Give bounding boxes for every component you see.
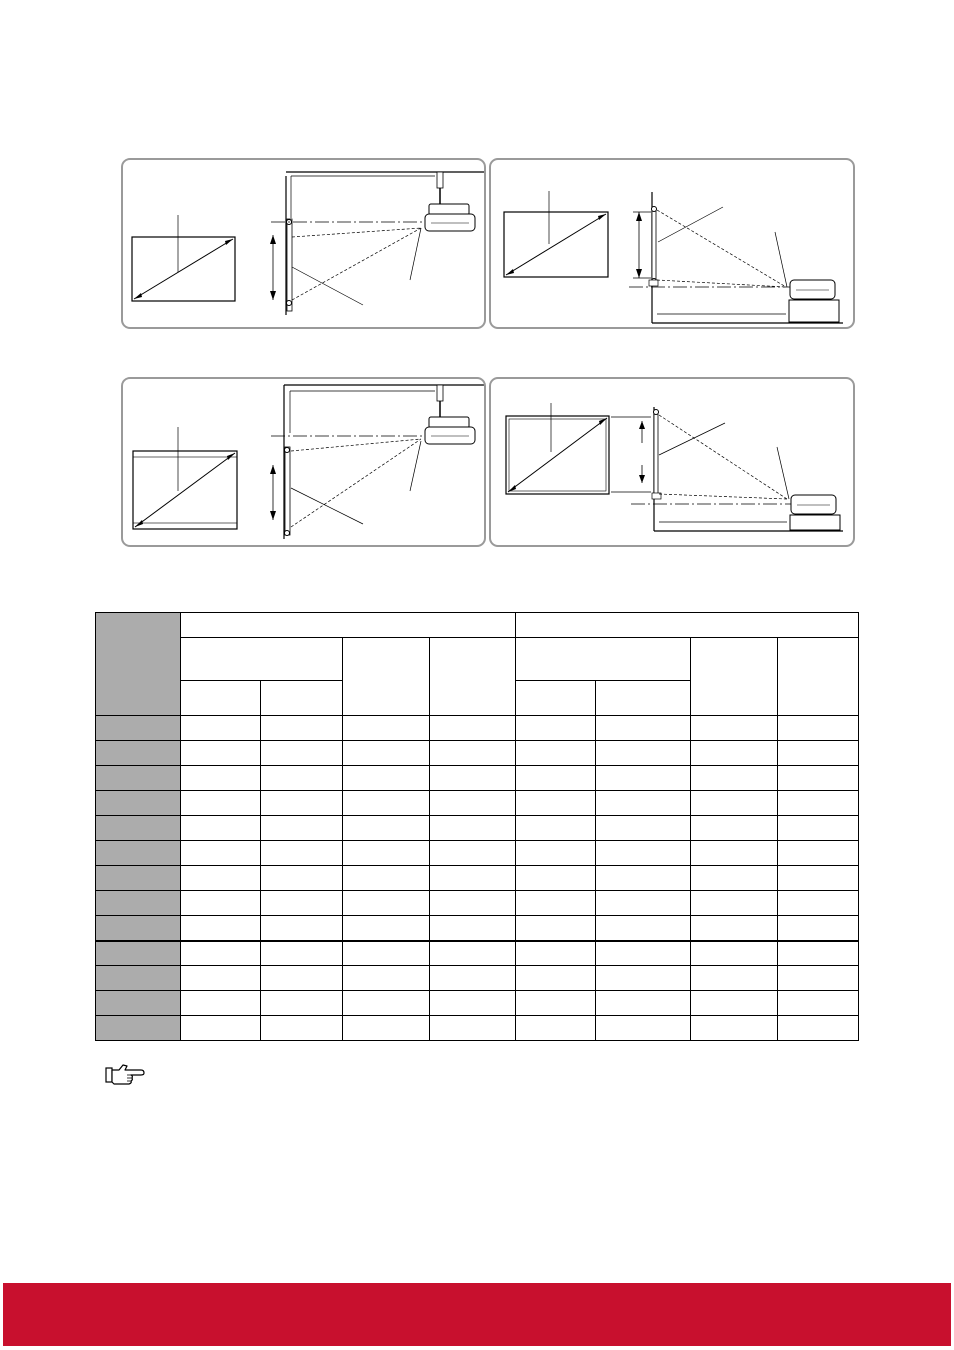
pointing-hand-icon bbox=[105, 1063, 145, 1085]
column-header-cell bbox=[261, 681, 343, 716]
projection-screen bbox=[652, 210, 656, 285]
projection-screen bbox=[654, 414, 658, 497]
ceiling-mount-drawing bbox=[123, 379, 486, 547]
projection-dimensions-table bbox=[95, 612, 859, 1041]
table-header-row bbox=[96, 638, 859, 681]
footer-bar bbox=[3, 1283, 951, 1346]
projector-icon bbox=[790, 280, 835, 299]
table-row bbox=[96, 966, 859, 991]
projector-icon bbox=[425, 214, 475, 231]
floor-mount-drawing bbox=[491, 160, 855, 329]
ceiling-mount-drawing bbox=[123, 160, 486, 329]
group-header-cell bbox=[516, 613, 859, 638]
ceiling-mount-diagram-standard bbox=[121, 377, 486, 547]
projector-icon bbox=[791, 495, 836, 514]
column-header-cell bbox=[778, 638, 859, 716]
floor-mount-drawing bbox=[491, 379, 855, 547]
table-row bbox=[96, 991, 859, 1016]
column-header-cell bbox=[181, 681, 261, 716]
column-header-cell bbox=[343, 638, 430, 716]
table-row bbox=[96, 841, 859, 866]
table-row bbox=[96, 791, 859, 816]
table-row bbox=[96, 891, 859, 916]
projection-screen bbox=[285, 447, 290, 535]
table-row bbox=[96, 916, 859, 941]
subgroup-header-cell bbox=[181, 638, 343, 681]
table-row bbox=[96, 941, 859, 966]
projection-screen bbox=[287, 219, 292, 311]
screen-size-header-cell bbox=[96, 613, 181, 716]
projector-table bbox=[790, 515, 840, 530]
table-row bbox=[96, 716, 859, 741]
projector-icon bbox=[425, 427, 475, 444]
floor-mount-diagram-standard bbox=[489, 377, 855, 547]
group-header-cell bbox=[181, 613, 516, 638]
table-row bbox=[96, 1016, 859, 1041]
subgroup-header-cell bbox=[516, 638, 691, 681]
table-row bbox=[96, 741, 859, 766]
column-header-cell bbox=[596, 681, 691, 716]
diagonal-arrow bbox=[134, 239, 233, 299]
column-header-cell bbox=[516, 681, 596, 716]
table-row bbox=[96, 866, 859, 891]
table-row bbox=[96, 816, 859, 841]
projector-table bbox=[789, 300, 839, 322]
table-header-row bbox=[96, 613, 859, 638]
ceiling-mount-diagram-wide bbox=[121, 158, 486, 329]
table-row bbox=[96, 766, 859, 791]
column-header-cell bbox=[430, 638, 516, 716]
column-header-cell bbox=[691, 638, 778, 716]
floor-mount-diagram-wide bbox=[489, 158, 855, 329]
